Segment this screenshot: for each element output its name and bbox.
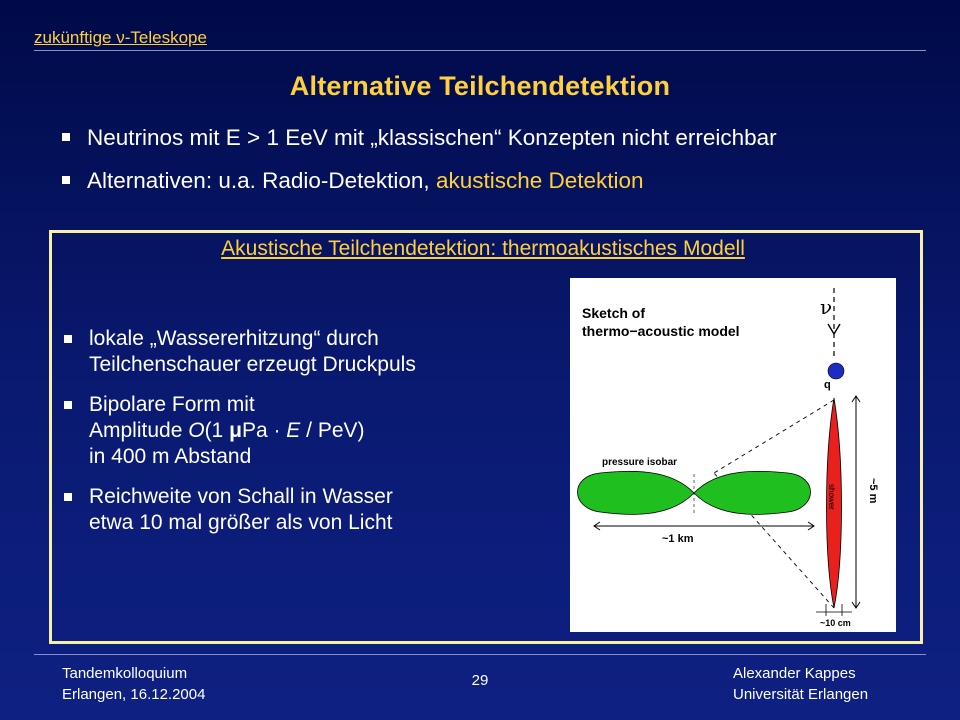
bullet-square-icon bbox=[64, 493, 72, 501]
neutrino-symbol: ν bbox=[820, 295, 833, 319]
box-bullet-2-line3: in 400 m Abstand bbox=[89, 445, 252, 468]
pressure-isobar-label: pressure isobar bbox=[602, 457, 678, 468]
header-divider bbox=[34, 50, 926, 51]
box-bullet-2-line2 bbox=[89, 419, 365, 442]
box-bullet-1-line2: Teilchenschauer erzeugt Druckpuls bbox=[89, 353, 416, 376]
sketch-title-line2: thermo−acoustic model bbox=[582, 323, 740, 339]
pascal-unit: Pa · bbox=[241, 419, 287, 442]
box-bullet-1-line1: lokale „Wassererhitzung“ durch bbox=[89, 327, 379, 350]
box-bullet-2-line1: Bipolare Form mit bbox=[89, 393, 255, 416]
box-bullet-list bbox=[62, 326, 542, 550]
top-bullet-2-prefix: Alternativen: u.a. Radio-Detektion, bbox=[87, 168, 436, 193]
footer-author: Alexander Kappes bbox=[733, 665, 856, 682]
thermoacoustic-sketch bbox=[570, 278, 896, 632]
slide-title: Alternative Teilchendetektion bbox=[289, 71, 671, 101]
distance-label: ~1 km bbox=[662, 533, 694, 545]
left-pressure-lobe bbox=[578, 471, 695, 514]
footer-divider bbox=[34, 654, 926, 655]
box-bullet-1-text bbox=[89, 326, 416, 378]
bullet-square-icon bbox=[62, 176, 70, 184]
box-bullet-3-line1: Reichweite von Schall in Wasser bbox=[89, 485, 393, 508]
sketch-title-line1: Sketch of bbox=[582, 305, 646, 321]
q-label: q bbox=[824, 379, 831, 391]
bullet-square-icon bbox=[62, 133, 70, 141]
top-bullet-2-text bbox=[87, 167, 644, 194]
sketch-svg bbox=[570, 278, 896, 632]
box-bullet-2-text bbox=[89, 392, 365, 470]
amplitude-prefix: Amplitude bbox=[89, 419, 189, 442]
box-bullet-3 bbox=[62, 484, 542, 536]
amplitude-order-symbol: O bbox=[188, 419, 205, 442]
box-title: Akustische Teilchendetektion: thermoakustisches Modell bbox=[221, 237, 745, 260]
footer-date: Erlangen, 16.12.2004 bbox=[62, 686, 206, 703]
micro-symbol: μ bbox=[229, 419, 242, 442]
right-pressure-lobe bbox=[694, 471, 811, 514]
footer-event: Tandemkolloquium bbox=[62, 665, 188, 682]
bullet-square-icon bbox=[64, 401, 72, 409]
shower-label: shower bbox=[827, 484, 836, 510]
length-label: ~5 m bbox=[867, 478, 879, 504]
upper-dashed-line bbox=[714, 400, 834, 473]
box-bullet-2 bbox=[62, 392, 542, 470]
page-number: 29 bbox=[471, 672, 489, 689]
box-bullet-3-text bbox=[89, 484, 393, 536]
bullet-square-icon bbox=[64, 335, 72, 343]
energy-symbol: E bbox=[286, 419, 301, 442]
top-bullet-list bbox=[60, 124, 940, 210]
top-bullet-1 bbox=[60, 124, 940, 151]
footer-right bbox=[733, 663, 868, 705]
width-label: ~10 cm bbox=[820, 618, 851, 628]
energy-unit: / PeV) bbox=[300, 419, 365, 442]
amplitude-value: (1 bbox=[204, 419, 230, 442]
top-bullet-2 bbox=[60, 167, 940, 194]
section-label: zukünftige ν-Teleskope bbox=[34, 28, 207, 47]
top-bullet-2-highlight: akustische Detektion bbox=[435, 168, 644, 193]
box-bullet-1 bbox=[62, 326, 542, 378]
interaction-vertex bbox=[828, 363, 844, 379]
top-bullet-1-text: Neutrinos mit E > 1 EeV mit „klassischen“ Konzepten nicht erreichbar bbox=[87, 125, 777, 150]
footer-institution: Universität Erlangen bbox=[733, 686, 869, 703]
box-bullet-3-line2: etwa 10 mal größer als von Licht bbox=[89, 511, 393, 534]
